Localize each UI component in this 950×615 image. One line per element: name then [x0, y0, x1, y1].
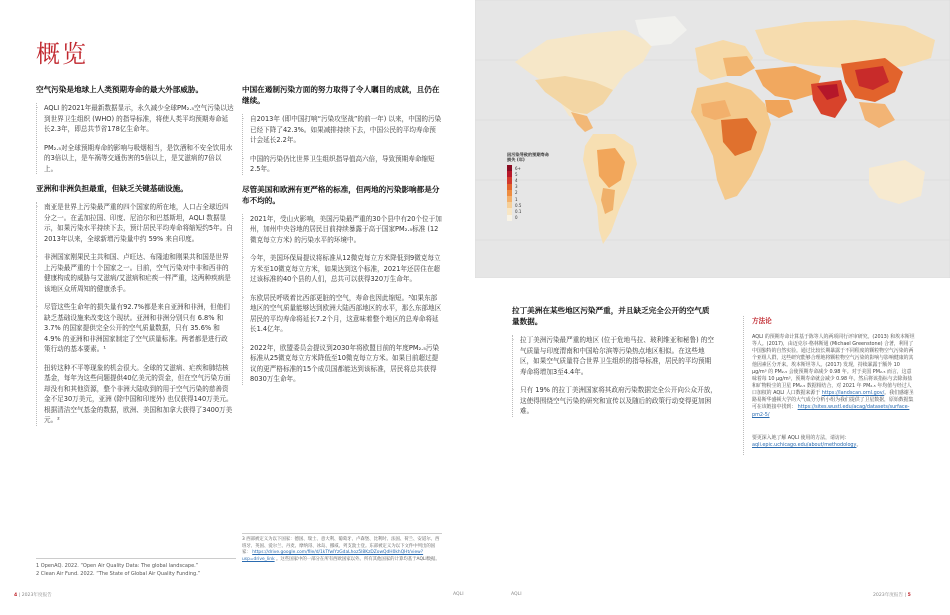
section-heading-china: 中国在遏制污染方面的努力取得了令人瞩目的成就，且仍在继续。: [242, 85, 440, 105]
footer-center-right: AQLI: [511, 592, 522, 597]
page-number: 4: [14, 593, 18, 598]
wustl-link[interactable]: https://sites.wustl.edu/acag/datasets/surface-pm2-5/: [752, 404, 910, 418]
section-heading-asia-africa: 亚洲和非洲负担最重，但缺乏关键基础设施。: [36, 184, 188, 193]
legend-entry: [507, 215, 551, 221]
footer-report: 2023年度报告: [873, 593, 904, 598]
asia-africa-list: [36, 202, 234, 426]
left-column-2: [242, 84, 442, 394]
left-column-1: [36, 84, 234, 435]
us-europe-list: [242, 214, 442, 385]
methodology-text: [752, 334, 915, 419]
legend-label: 6+: [515, 165, 521, 171]
footnote-3-link[interactable]: https://drive.google.com/file/d/1kTfwlYzGdaLhoz5l8KzDZowQdH0khQHt/view?usp=drive_link: [242, 550, 424, 562]
list-item: · 2022年，欧盟委员会提议到2030年将欧盟目前的年度PM₂.₅污染标准从25微克每立方米降低至10微克每立方米。如果目前超过提议的更严格标准的15个成员国都能达到该标准，居民将总共获得8030万生命年。: [250, 343, 442, 385]
methodology-p2-end: 。: [856, 441, 862, 448]
landscan-link[interactable]: https://landscan.ornl.gov/: [821, 390, 885, 397]
list-item: · AQLI 的2021年最新数据显示，永久减少全球PM₂.₅空气污染以达到世界卫生组织 (WHO) 的指导标准，将使人类平均预期寿命延长2.3年，即总共节省178亿生命年。: [44, 103, 234, 135]
list-item: · 东欧居民呼吸着比西部更脏的空气，寿命也因此缩短。³如果东部地区的空气质量能够达到欧洲大陆西部地区的水平，那么东部地区居民的平均寿命将延长7.2个月，这意味着整个地区的总寿命将延长1.4亿年。: [250, 293, 442, 335]
footer-report: 2023年度报告: [21, 593, 52, 598]
footnote-2: 2 Clean Air Fund. 2022. “The State of Global Air Quality Funding.”: [36, 571, 201, 577]
threat-list: [36, 103, 234, 174]
map-legend: [507, 152, 551, 221]
methodology-p2: 要更深入地了解 AQLI 使用的方法，请访问：: [752, 434, 850, 441]
methodology-title: 方法论: [752, 317, 772, 325]
footer-right: 2023年度报告 | 5: [873, 593, 911, 598]
list-item: · 非洲国家刚果民主共和国、卢旺达、布隆迪和刚果共和国是世界上污染最严重的十个国家之一。目前，空气污染对中非和西非的健康构成的威胁与艾滋病/艾滋病和疟疾一样严重，这两种疾病是该地区众所周知的健康杀手。: [44, 252, 234, 294]
methodology-p1: AQLI 的预期寿命计算基于陈等人的两项同行评审研究。(2013) 和埃本斯坦等人。(2017)，由迈克尔·格林斯通 (Michael Greenstone) 合著，利用了中国独特的自然实验。通过比较长期暴露于不同程度的颗粒物空气污染的两个亚组人群，这些研究能够合理地将颗粒物空气污染的影响与影响健康的其他因素区分开来。埃本斯坦等人。(2017) 发现，持续暴露于额外 10 μg/m³ 的 PM₂.₅ 会使预期寿命减少 0.98 年。对于美国 PM₂.₅ 而言，这意味着每 10 μg/m³，预期寿命就会减少 0.98 年。然后将该指标与去除海盐和矿物粉尘的卫星 PM₂.₅ 数据相结合，对 2021 年 PM₂.₅ 年均值与经过人口加权的 AQLI 人口数据来源于: [752, 333, 915, 397]
list-item: · PM₂.₅对全球预期寿命的影响与吸烟相当，是饮酒和不安全饮用水的3倍以上，是车祸等交通伤害的5倍以上，是艾滋病的7倍以上。: [44, 143, 234, 175]
china-list: [242, 114, 442, 175]
section-heading-us-europe: 尽管美国和欧洲有更严格的标准，但两地的污染影响都是分布不均的。: [242, 184, 440, 205]
legend-label: 0.1: [515, 208, 522, 214]
list-item: · 尽管这些生命年的损失量有92.7%都是来自亚洲和非洲，但他们缺乏基础设施来改变这个现状。亚洲和非洲分别只有 6.8% 和 3.7% 的国家提供完全公开的空气质量数据，只有 35.6% 和 4.9% 的亚洲和非洲国家制定了空气质量标准。两者都是进行政策行动的基本要素。¹: [44, 302, 234, 355]
footnotes: [36, 558, 236, 578]
legend-label: 1: [515, 196, 518, 202]
footer-left: 4 | 2023年度报告: [14, 593, 52, 598]
list-item: · 只有 19% 的拉丁美洲国家将其政府污染数据完全公开向公众开放，这使得围绕空气污染的研究和宣传以及随后的政策行动变得更加困难。: [520, 385, 717, 417]
list-item: · 中国的污染仍比世界卫生组织指导值高六倍，导致预期寿命缩短2.5年。: [250, 154, 442, 175]
legend-label: 0: [515, 215, 518, 221]
footnote-3-tail: 。这些国家中的一部分在所有西欧国家以外。所有其他国家的计算均基于AQLI数据。: [276, 556, 440, 562]
legend-label: 2: [515, 190, 518, 196]
world-map-graphic: [475, 0, 950, 278]
legend-label: 0.5: [515, 202, 522, 208]
page-title: 概览: [36, 40, 88, 68]
methodology-p1b: 。我们感谢圣路易斯华盛顿大学的大气成分分析小组为我们提供了卫星数据，原始数据集可在该链接中找到：: [752, 390, 914, 411]
legend-title: 因污染导致的预期寿命损失 (年): [507, 152, 549, 162]
list-item: · 拉丁美洲污染最严重的地区 (位于危地马拉、玻利维亚和秘鲁) 的空气质量与印度渭南和中国哈尔滨等污染热点地区相似。在这些地区，如果空气质量符合世界卫生组织的指导标准，居民的平均预期寿命将增加3至4.4年。: [520, 335, 717, 377]
methodology-more: [752, 435, 915, 449]
section-heading-threat: 空气污染是地球上人类预期寿命的最大外部威胁。: [36, 85, 204, 94]
footnote-1: 1 OpenAQ. 2022. “Open Air Quality Data: The global landscape.”: [36, 563, 199, 569]
legend-label: 5: [515, 171, 518, 177]
legend-swatch: [507, 215, 512, 221]
footnote-3: [242, 533, 442, 563]
methodology-box: [743, 316, 915, 455]
page-number: 5: [907, 593, 911, 598]
list-item: · 扭转这种不平等现象的机会很大。全球的艾滋病、疟疾和肺结核基金，每年为这些问题提供40亿美元的资金，但在空气污染方面却没有和其他资源，整个非洲大陆收到的用于空气污染的慈善资金不足30万美元，亚洲 (除中国和印度外) 也仅获得140万美元。根据清洁空气基金的数据，欧洲、美国和加拿大获得了3400万美元。²: [44, 363, 234, 426]
right-page: [475, 0, 950, 615]
list-item: · 南亚是世界上污染最严重的四个国家的所在地，人口占全球近四分之一。在孟加拉国、印度、尼泊尔和巴基斯坦，AQLI 数据显示，如果污染水平持续下去，预计居民平均寿命将缩短约5年。自2013年以来，全球新增污染量中约 59% 来自印度。: [44, 202, 234, 244]
legend-label: 3: [515, 184, 518, 190]
right-column-1: [512, 305, 717, 426]
world-map: [475, 0, 950, 278]
section-heading-latin-america: 拉丁美洲在某些地区污染严重，并且缺乏完全公开的空气质量数据。: [512, 306, 710, 326]
list-item: · 自2013年 (即中国打响“污染攻坚战”的前一年) 以来，中国的污染已经下降了42.3%。如果减排持续下去，中国公民的平均寿命预计会延长2.2年。: [250, 114, 442, 146]
footer-center-left: AQLI: [453, 592, 464, 597]
methodology-link[interactable]: aqli.epic.uchicago.edu/about/methodology: [752, 441, 857, 448]
footnote-3-text: 3 西部被定义为以下国家：德国、瑞士、意大利、葡萄牙、卢森堡、比利时、法国、荷兰、安道尔、西班牙、英国、爱尔兰、丹麦、摩纳哥、冰岛、挪威、列支敦士登。东部被定义为以下文件中列出的国家：: [242, 537, 440, 556]
latin-america-list: [512, 335, 717, 417]
legend-label: 4: [515, 177, 518, 183]
list-item: · 2021年，受山火影响，美国污染最严重的30个县中有20个位于加州，加州中央谷地的居民目前持续暴露于高于国家PM₂.₅标准 (12微克每立方米) 的污染水平的环境中。: [250, 214, 442, 246]
list-item: · 今年，美国环保局提议将标准从12微克每立方米降低到9微克每立方米至10微克每立方米，如果达到这个标准，2021年还居住在超过该标准的40个县的人们，总共可以获得320万生命年。: [250, 253, 442, 285]
